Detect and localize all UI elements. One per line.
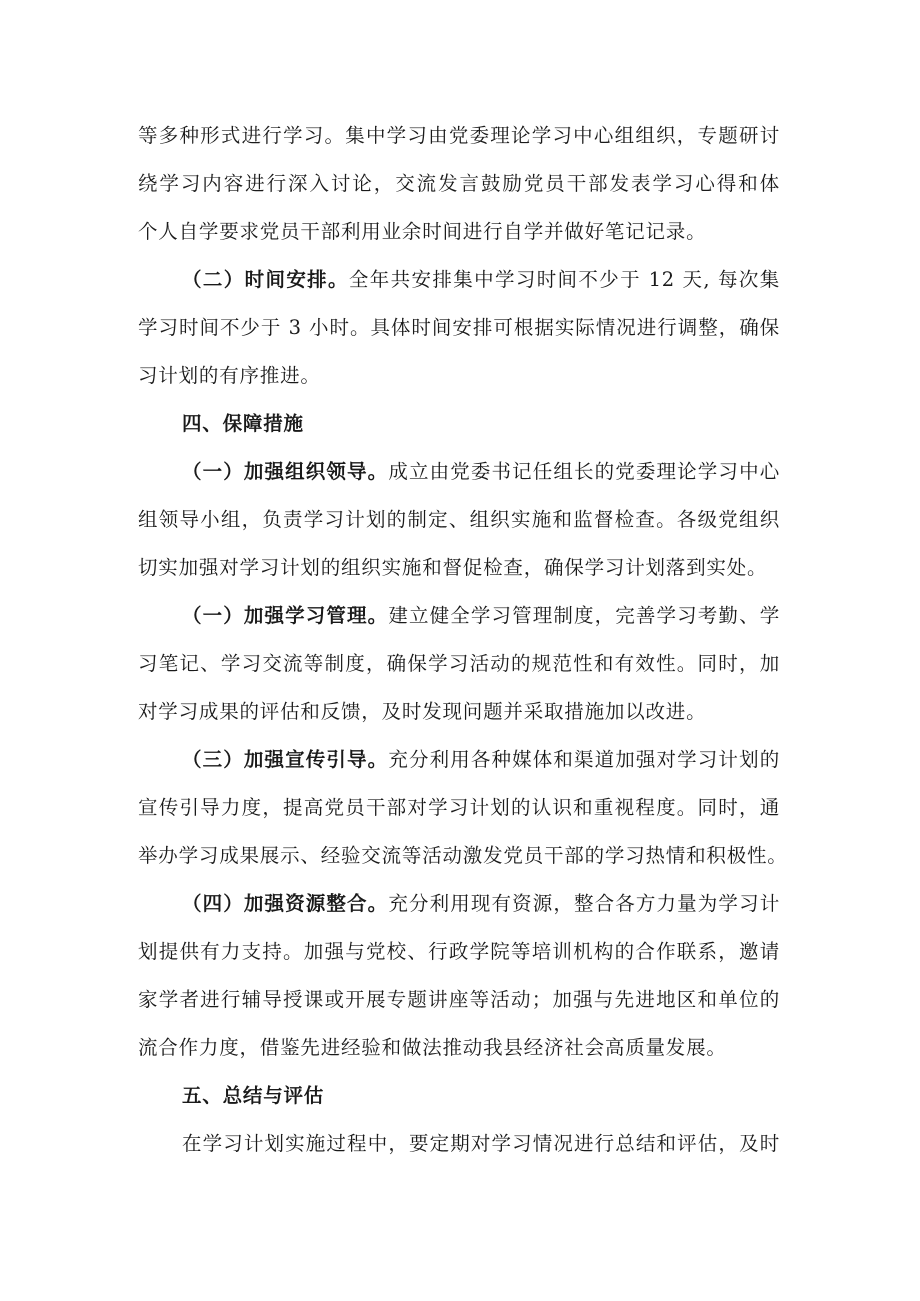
document-body xyxy=(138,112,788,1168)
body-text: 切实加强对学习计划的组织实施和督促检查，确保学习计划落到实处。 xyxy=(138,556,768,579)
body-text: 对学习成果的评估和反馈，及时发现问题并采取措施加以改进。 xyxy=(138,700,707,723)
body-text: 举办学习成果展示、经验交流等活动激发党员干部的学习热情和积极性。 xyxy=(138,844,788,867)
text-line xyxy=(138,496,780,544)
text-line xyxy=(138,400,780,448)
text-line xyxy=(138,640,780,688)
body-text: 等多种形式进行学习。集中学习由党委理论学习中心组组织，专题研讨 xyxy=(138,124,780,147)
text-line xyxy=(138,688,780,736)
bold-heading-text: （一）加强学习管理。 xyxy=(182,604,389,627)
body-text: 流合作力度，借鉴先进经验和做法推动我县经济社会高质量发展。 xyxy=(138,1036,727,1059)
body-text: 习笔记、学习交流等制度，确保学习活动的规范性和有效性。同时，加 xyxy=(138,652,780,675)
text-line xyxy=(138,880,780,928)
text-line xyxy=(138,160,780,208)
text-line xyxy=(138,784,780,832)
text-line xyxy=(138,208,780,256)
body-text: 划提供有力支持。加强与党校、行政学院等培训机构的合作联系，邀请 xyxy=(138,940,780,963)
text-line xyxy=(138,1072,780,1120)
body-text: 在学习计划实施过程中，要定期对学习情况进行总结和评估，及时 xyxy=(182,1132,780,1155)
text-line xyxy=(138,256,780,304)
body-text: 建立健全学习管理制度，完善学习考勤、学 xyxy=(388,604,780,627)
body-text: 绕学习内容进行深入讨论，交流发言鼓励党员干部发表学习心得和体 xyxy=(138,172,780,195)
text-line xyxy=(138,112,780,160)
body-text: 习计划的有序推进。 xyxy=(138,364,321,387)
body-text: 充分利用各种媒体和渠道加强对学习计划的 xyxy=(388,748,780,771)
text-line xyxy=(138,352,780,400)
text-line xyxy=(138,592,780,640)
bold-heading-text: （一）加强组织领导。 xyxy=(182,460,389,483)
text-line xyxy=(138,736,780,784)
text-line xyxy=(138,1120,780,1168)
text-line xyxy=(138,448,780,496)
body-text: 组领导小组，负责学习计划的制定、组织实施和监督检查。各级党组织 xyxy=(138,508,780,531)
bold-heading-text: 五、总结与评估 xyxy=(182,1084,325,1107)
body-text: 学习时间不少于 3 小时。具体时间安排可根据实际情况进行调整，确保 xyxy=(138,316,780,339)
body-text: 成立由党委书记任组长的党委理论学习中心 xyxy=(388,460,780,483)
body-text: 家学者进行辅导授课或开展专题讲座等活动；加强与先进地区和单位的 xyxy=(138,988,780,1011)
bold-heading-text: （三）加强宣传引导。 xyxy=(182,748,389,771)
text-line xyxy=(138,832,788,880)
text-line xyxy=(138,928,780,976)
text-line xyxy=(138,544,780,592)
body-text: 全年共安排集中学习时间不少于 12 天, 每次集 xyxy=(348,268,780,291)
text-line xyxy=(138,976,780,1024)
body-text: 充分利用现有资源，整合各方力量为学习计 xyxy=(388,892,780,915)
body-text: 个人自学要求党员干部利用业余时间进行自学并做好笔记记录。 xyxy=(138,220,707,243)
text-line xyxy=(138,1024,780,1072)
bold-heading-text: 四、保障措施 xyxy=(182,412,304,435)
text-line xyxy=(138,304,780,352)
bold-heading-text: （二）时间安排。 xyxy=(182,268,349,291)
body-text: 宣传引导力度，提高党员干部对学习计划的认识和重视程度。同时，通 xyxy=(138,796,780,819)
bold-heading-text: （四）加强资源整合。 xyxy=(182,892,389,915)
